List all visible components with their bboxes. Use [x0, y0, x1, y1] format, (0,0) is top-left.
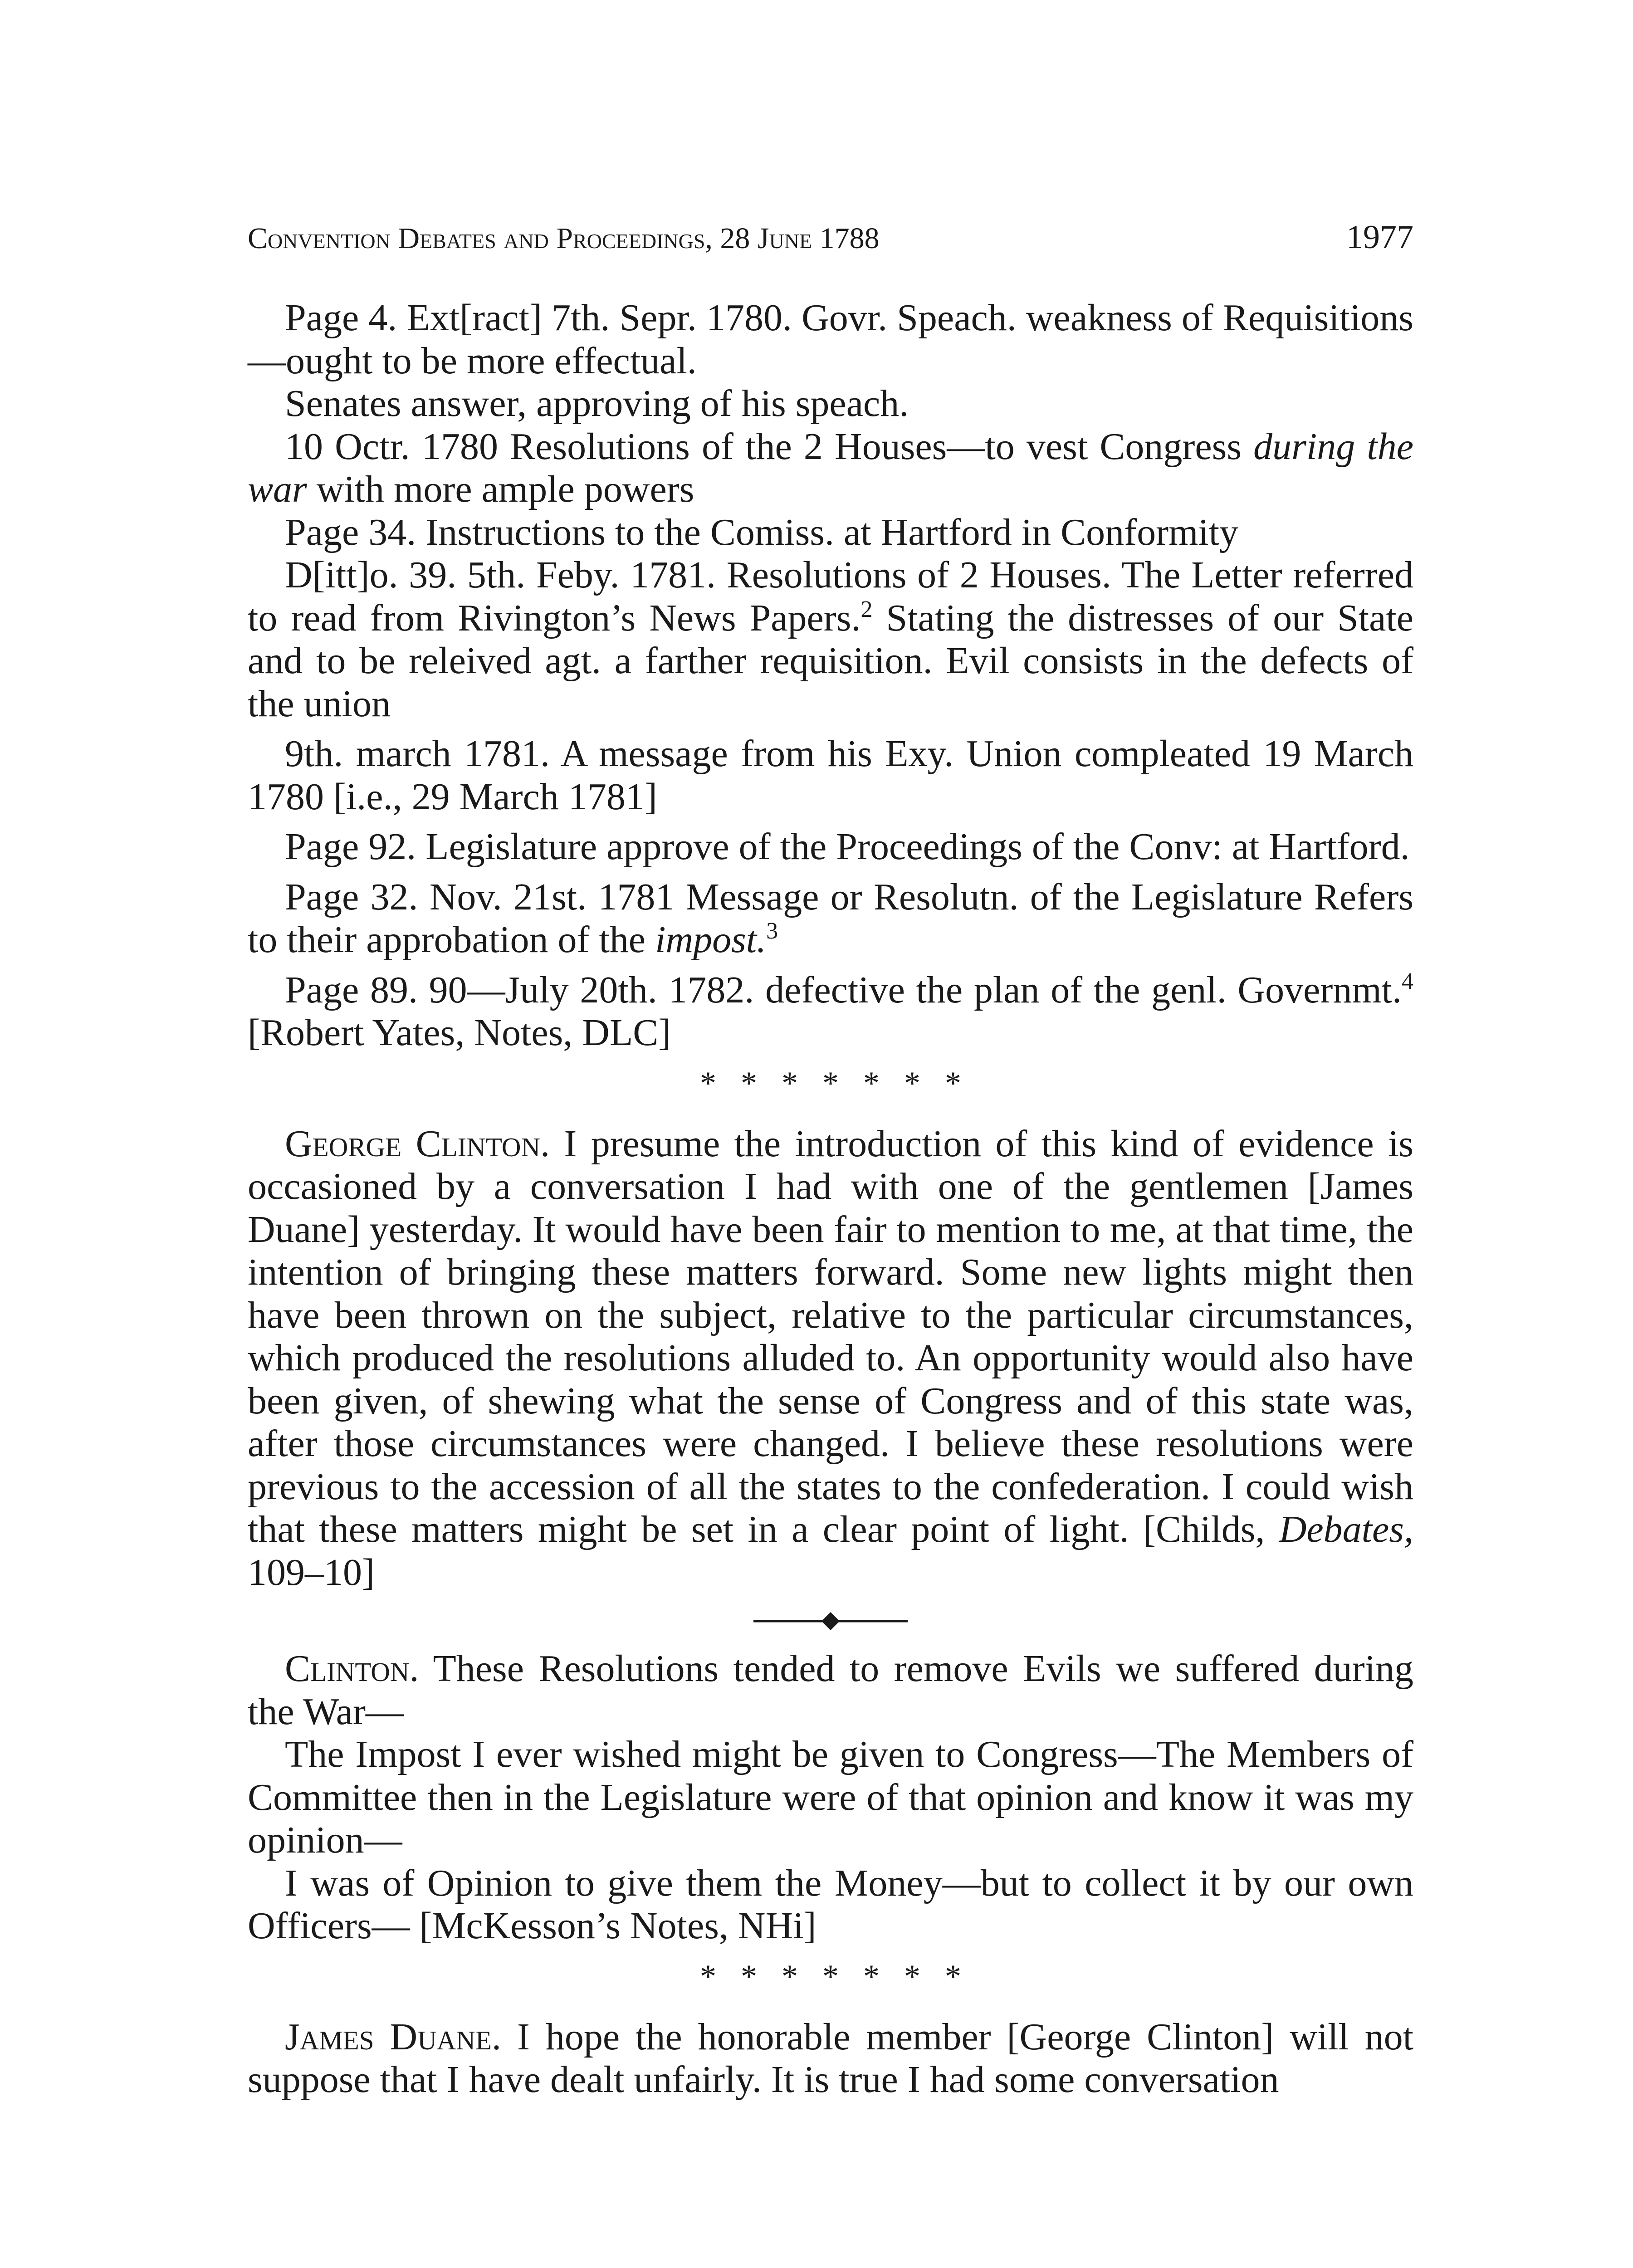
duane-speech: James Duane. I hope the honorable member [George Clinton] will not suppose that I have dealt unfairly. It is true I had some conversation [248, 2015, 1413, 2101]
asterisk-separator: * * * * * * * [700, 1958, 969, 1994]
yates-note: 9th. march 1781. A message from his Exy. Union compleated 19 March 1780 [i.e., 29 March 1781] [248, 733, 1413, 818]
yates-note: Page 34. Instructions to the Comiss. at Hartford in Conformity [285, 511, 1239, 553]
yates-note: Page 89. 90—July 20th. 1782. defective the plan of the genl. Governmt.$^4$ [Robert Yates, Notes, DLC] [248, 968, 1413, 1054]
footnote-marker: 3 [766, 918, 778, 944]
yates-note: Page 32. Nov. 21st. 1781 Message or Resolutn. of the Legislature Refers to their approbation of the impost.$^3$ [248, 875, 1413, 961]
yates-note: Senates answer, approving of his speach. [285, 382, 909, 425]
italic-text: Debates, [1279, 1508, 1413, 1550]
page-body [248, 297, 1413, 2102]
footnote-marker: 2 [861, 596, 873, 622]
mckesson-note: I was of Opinion to give them the Money—but to collect it by our own Officers— [McKesson’s Notes, NHi] [248, 1862, 1413, 1947]
clinton-speech: George Clinton. I presume the introduction of this kind of evidence is occasioned by a conversation I had with one of the gentlemen [James Duane] yesterday. It would have been fair to mention to me, at that time, the intention of bringing these matters forward. Some new lights might then have been thrown on the subject, relative to the particular circumstances, which produced the resolutions alluded to. An opportunity would also have been given, of shewing what the sense of Congress and of this state was, after those circumstances were changed. I believe these resolutions were previous to the accession of all the states to the confederation. I could wish that these matters might be set in a clear point of light. [Childs, Debates, 109–10] [248, 1122, 1413, 1593]
yates-note: Page 4. Ext[ract] 7th. Sepr. 1780. Govr. Speach. weakness of Requisitions—ought to be more effectual. [248, 297, 1413, 382]
italic-text: impost. [655, 919, 767, 961]
page-number: 1977 [1346, 219, 1413, 256]
diamond-rule-ornament [248, 1598, 1413, 1640]
asterisk-separator: * * * * * * * [700, 1065, 969, 1101]
speaker-name: James Duane. [285, 2015, 502, 2058]
speaker-name: Clinton. [285, 1647, 419, 1690]
diamond-rule-icon [753, 1598, 908, 1640]
yates-note: 10 Octr. 1780 Resolutions of the 2 Houses—to vest Congress during the war with more ample powers [248, 425, 1413, 510]
running-head: Convention Debates and Proceedings, 28 June 1788 [248, 222, 880, 255]
yates-note: Page 92. Legislature approve of the Proceedings of the Conv: at Hartford. [285, 826, 1410, 868]
footnote-marker: 4 [1402, 968, 1413, 994]
mckesson-note: The Impost I ever wished might be given to Congress—The Members of Committee then in the Legislature were of that opinion and know it was my opinion— [248, 1733, 1413, 1861]
italic-text: during the war [248, 425, 1413, 510]
speaker-name: George Clinton. [285, 1122, 550, 1165]
yates-note: D[itt]o. 39. 5th. Feby. 1781. Resolutions of 2 Houses. The Letter referred to read from Rivington’s News Papers.$^2$ Stating the distresses of our State and to be releived agt. a farther requisition. Evil consists in the defects of the union [248, 554, 1413, 725]
mckesson-note: Clinton. These Resolutions tended to remove Evils we suffered during the War— [248, 1647, 1413, 1733]
page-header [248, 217, 1413, 259]
